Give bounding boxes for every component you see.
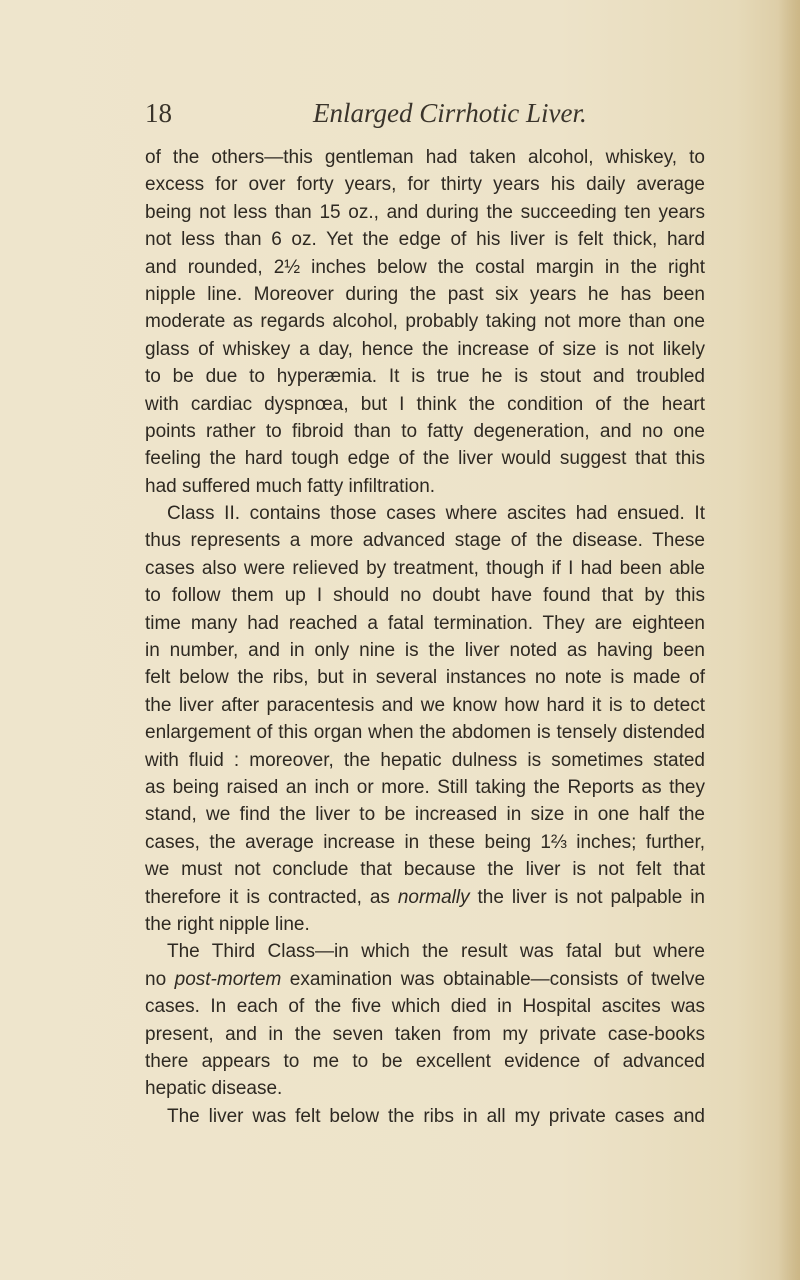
text-line: to be due to hyperæmia. It is true he is stout and troubled: [145, 366, 705, 388]
body-text: [145, 144, 705, 1130]
text-line: Class II. contains those cases where ascites had ensued. It: [167, 503, 705, 525]
text-line: nipple line. Moreover during the past six years he has been: [145, 283, 705, 305]
text-line: not less than 6 oz. Yet the edge of his liver is felt thick, hard: [145, 229, 705, 251]
text-line: had suffered much fatty infiltration.: [145, 475, 436, 497]
emphasized-word: post-mortem: [174, 968, 282, 990]
text-line: there appears to me to be excellent evidence of advanced: [145, 1050, 705, 1072]
text-line: glass of whiskey a day, hence the increase of size is not likely: [145, 338, 705, 360]
text-line: of the others—this gentleman had taken alcohol, whiskey, to: [145, 147, 705, 168]
text-line: cases, the average increase in these being 1⅔ inches; further,: [145, 831, 705, 853]
text-line: as being raised an inch or more. Still taking the Reports as they: [145, 776, 705, 798]
text-line: with cardiac dyspnœa, but I think the condition of the heart: [145, 393, 705, 415]
text-line: the liver after paracentesis and we know how hard it is to detect: [145, 694, 705, 716]
text-line: and rounded, 2½ inches below the costal margin in the right: [145, 256, 705, 278]
text-line: with fluid : moreover, the hepatic dulness is sometimes stated: [145, 749, 705, 771]
page-header: [145, 98, 785, 132]
text-line: thus represents a more advanced stage of the disease. These: [145, 530, 705, 552]
text-line: points rather to fibroid than to fatty degeneration, and no one: [145, 420, 705, 442]
text-line: stand, we find the liver to be increased in size in one half the: [145, 804, 705, 826]
page-number: 18: [145, 98, 172, 128]
text-line: time many had reached a fatal termination. They are eighteen: [145, 612, 705, 634]
text-line: being not less than 15 oz., and during the succeeding ten years: [145, 201, 705, 223]
page-edge-shading: [778, 0, 800, 1280]
text-line: cases. In each of the five which died in Hospital ascites was: [145, 996, 705, 1018]
running-head: Enlarged Cirrhotic Liver.: [313, 98, 587, 128]
text-line: hepatic disease.: [145, 1078, 283, 1100]
text-line: moderate as regards alcohol, probably taking not more than one: [145, 311, 705, 333]
text-line: no post-mortem examination was obtainable—consists of twelve: [145, 968, 706, 990]
text-line: enlargement of this organ when the abdomen is tensely distended: [145, 722, 705, 744]
text-line: we must not conclude that because the liver is not felt that: [145, 859, 705, 881]
text-line: The liver was felt below the ribs in all my private cases and: [167, 1105, 705, 1127]
text-line: excess for over forty years, for thirty years his daily average: [145, 174, 705, 196]
text-line: therefore it is contracted, as normally the liver is not palpable in: [145, 886, 706, 908]
text-line: cases also were relieved by treatment, though if I had been able: [145, 557, 705, 579]
text-line: The Third Class—in which the result was fatal but where: [167, 941, 705, 963]
text-line: present, and in the seven taken from my private case-books: [145, 1023, 705, 1045]
emphasized-word: normally: [397, 886, 470, 908]
text-line: feeling the hard tough edge of the liver would suggest that this: [145, 448, 705, 470]
text-line: felt below the ribs, but in several instances no note is made of: [145, 667, 705, 689]
text-line: to follow them up I should no doubt have found that by this: [145, 585, 705, 607]
text-line: in number, and in only nine is the liver noted as having been: [145, 640, 705, 662]
text-line: the right nipple line.: [145, 913, 310, 935]
